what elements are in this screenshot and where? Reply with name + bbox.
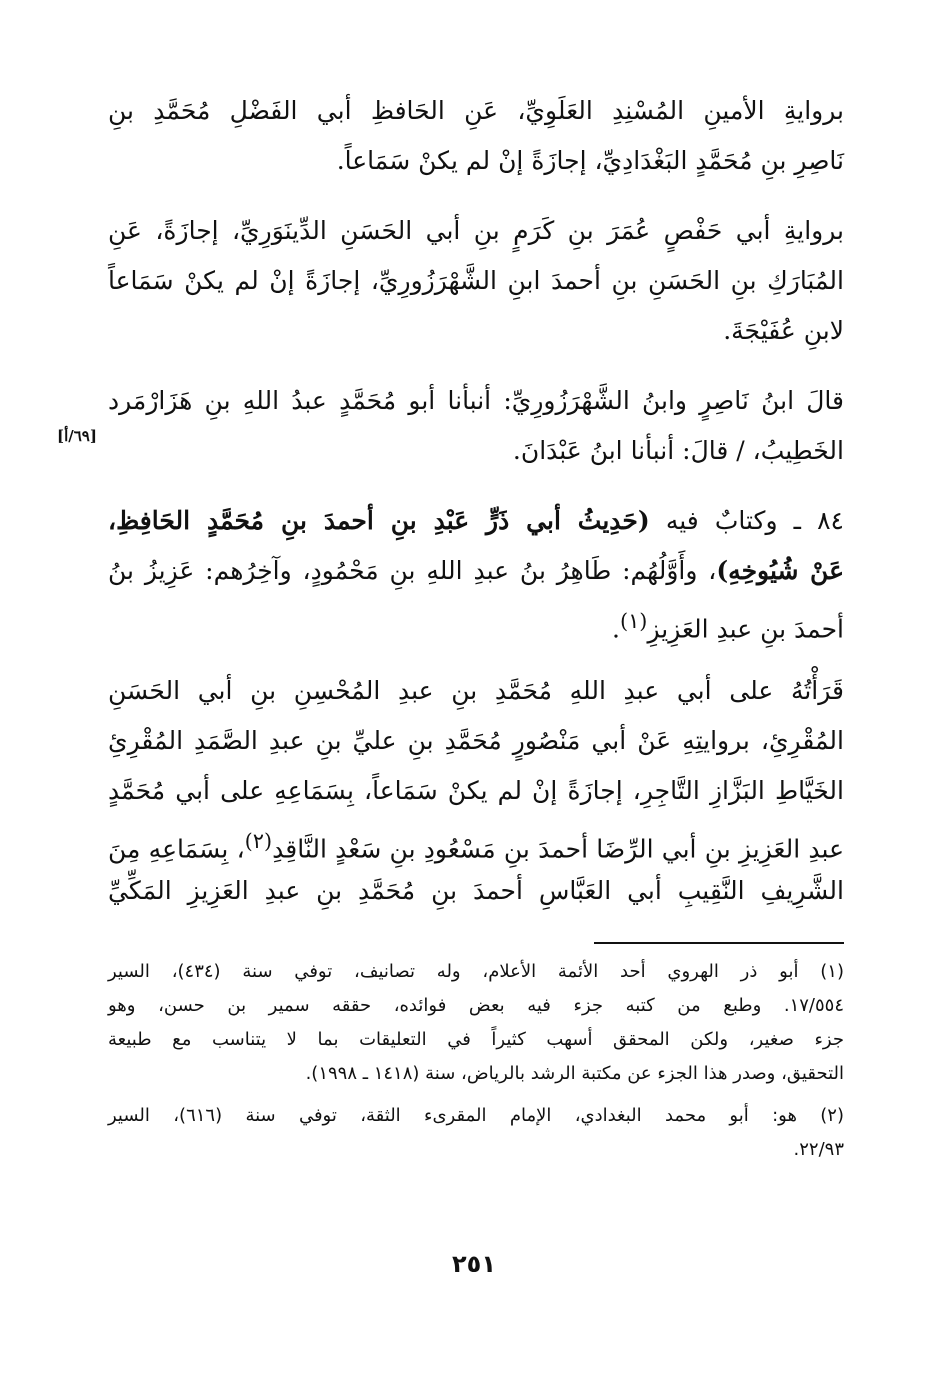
text-line: قَرَأْتُهُ على أبي عبدِ اللهِ مُحَمَّدِ بنِ عبدِ المُحْسِنِ بنِ أبي الحَسَنِ	[108, 676, 844, 705]
text-line: الشَّرِيفِ النَّقِيبِ أبي العَبَّاسِ أحمدَ بنِ مُحَمَّدِ بنِ عبدِ العَزِيزِ المَكِّيِّ	[108, 876, 844, 905]
paragraph-2	[108, 206, 844, 356]
entry-number: ٨٤ ـ	[793, 506, 844, 535]
text-line	[108, 816, 844, 866]
footnote-line: جزء صغير، ولكن المحقق أسهب كثيراً في التعليقات بما لا يتناسب مع طبيعة	[108, 1029, 844, 1050]
text-line: بروايةِ أبي حَفْصٍ عُمَرَ بنِ كَرَمٍ بنِ أبي الحَسَنِ الدِّينَوَرِيِّ، إجازَةً، عَنِ	[108, 216, 844, 245]
manuscript-folio-marker: [٦٩/أ]	[57, 427, 97, 445]
footnote-1	[108, 955, 844, 1091]
text-line: نَاصِرِ بنِ مُحَمَّدٍ البَغْدَادِيِّ، إجازَةً إنْ لم يكنْ سَمَاعاً.	[336, 146, 844, 175]
footnote-line: ١٧/٥٥٤. وطبع من كتبه جزء فيه بعض فوائده، حققه سمير بن حسن، وهو	[108, 995, 844, 1016]
text-line: بروايةِ الأمينِ المُسْنِدِ العَلَوِيِّ، عَنِ الحَافظِ أبي الفَضْلِ مُحَمَّدِ بنِ	[108, 96, 844, 125]
footnote-ref[interactable]: (٢)	[244, 829, 273, 853]
text-segment: .	[612, 614, 620, 644]
footnote-2	[108, 1099, 844, 1167]
book-title-end: عَنْ شُيُوخِهِ)	[716, 556, 845, 585]
entry-intro: وكتابٌ فيه	[649, 506, 794, 535]
text-line: الخَيَّاطِ البَزَّازِ التَّاجِرِ، إجازَةً إنْ لم يكنْ سَمَاعاً، بِسَمَاعِهِ على أبي مُحَمَّدٍ	[108, 776, 844, 805]
text-line	[108, 596, 844, 646]
footnote-line: (٢) هو: أبو محمد البغدادي، الإمام المقرىء الثقة، توفي سنة (٦١٦)، السير	[108, 1105, 844, 1126]
main-text	[108, 86, 844, 936]
paragraph-5	[108, 666, 844, 916]
footnote-line: (١) أبو ذر الهروي أحد الأئمة الأعلام، وله تصانيف، توفي سنة (٤٣٤)، السير	[108, 961, 844, 982]
text-line: قالَ ابنُ نَاصِرٍ وابنُ الشَّهْرَزُورِيِّ: أنبأنا أبو مُحَمَّدٍ عبدُ اللهِ بنِ هَزَارْمَرد	[108, 386, 844, 415]
text-segment: ، وأَوَّلُهُم: طَاهِرُ بنُ عبدِ اللهِ بنِ مَحْمُودٍ، وآخِرُهم: عَزِيزُ بنُ	[108, 556, 717, 585]
footnote-line: التحقيق، وصدر هذا الجزء عن مكتبة الرشد بالرياض، سنة (١٤١٨ ـ ١٩٩٨).	[305, 1063, 844, 1084]
text-segment: عبدِ العَزِيزِ بنِ أبي الرِّضَا أحمدَ بنِ مَسْعُودِ بنِ سَعْدٍ النَّاقِدِ	[272, 834, 844, 864]
paragraph-4	[108, 496, 844, 646]
text-line: لابنِ عُفَيْجَةَ.	[723, 316, 844, 345]
text-line: المُبَارَكِ بنِ الحَسَنِ بنِ أحمدَ ابنِ الشَّهْرَزُورِيِّ، إجازَةً إنْ لم يكنْ سَمَاعاً	[108, 266, 844, 295]
text-line	[108, 546, 844, 596]
text-segment: أحمدَ بنِ عبدِ العَزِيزِ	[647, 614, 844, 644]
text-line: الخَطِيبُ، / قالَ: أنبأنا ابنُ عَبْدَانَ.	[512, 436, 844, 465]
text-line	[108, 496, 844, 546]
text-line: المُقْرِئِ، بروايتِهِ عَنْ أبي مَنْصُورٍ مُحَمَّدِ بنِ عليِّ بنِ عبدِ الصَّمَدِ المُقْرِئِ	[108, 726, 844, 755]
page-number: ٢٥١	[452, 1250, 496, 1278]
footnote-ref[interactable]: (١)	[619, 609, 648, 633]
footnote-line: ٢٢/٩٣.	[793, 1139, 844, 1160]
paragraph-1	[108, 86, 844, 186]
footnote-separator	[594, 942, 844, 944]
text-segment: ، بِسَمَاعِهِ مِنَ	[108, 834, 245, 864]
paragraph-3	[108, 376, 844, 476]
book-title: (حَدِيثُ أبي ذَرٍّ عَبْدِ بنِ أحمدَ بنِ مُحَمَّدٍ الحَافِظِ،	[108, 506, 650, 535]
footnotes	[108, 955, 844, 1175]
